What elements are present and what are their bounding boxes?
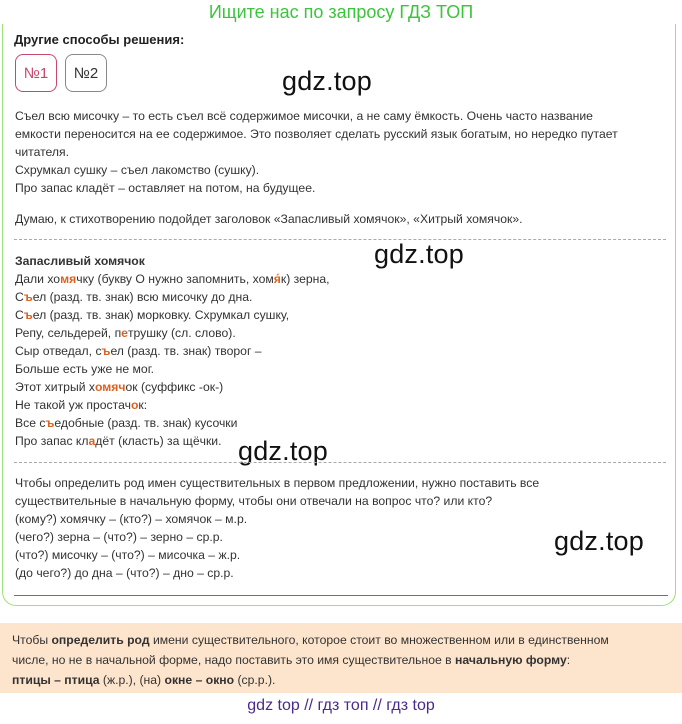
text-line: Съел всю мисочку – то есть съел всё содержимое мисочки, а не саму ёмкость. Очень часто название bbox=[15, 109, 593, 123]
text-line: Схрумкал сушку – съел лакомство (сушку). bbox=[15, 163, 260, 177]
section-separator bbox=[14, 595, 668, 596]
note-line: числе, но не в начальной форме, надо поставить это имя существительное в начальную форму: bbox=[12, 653, 571, 667]
text-line: читателя. bbox=[15, 145, 70, 159]
dashed-divider bbox=[14, 239, 666, 240]
poem-line: Сыр отведал, съел (разд. тв. знак) творог – bbox=[15, 344, 262, 358]
poem-line: Все съедобные (разд. тв. знак) кусочки bbox=[15, 416, 238, 430]
gender-explanation bbox=[15, 474, 539, 582]
dashed-divider bbox=[14, 462, 666, 463]
title-suggestion bbox=[15, 210, 523, 228]
tab-solution-2[interactable]: №2 bbox=[65, 54, 107, 92]
text-line: существительные в начальную форму, чтобы они отвечали на вопрос что? или кто? bbox=[15, 494, 493, 508]
note-line: птицы – птица (ж.р.), (на) окне – окно (ср.р.). bbox=[12, 673, 276, 687]
poem-line: Дали хомячку (букву О нужно запомнить, хомя́к) зерна, bbox=[15, 272, 330, 286]
poem-block bbox=[15, 252, 330, 450]
text-line: емкости переносится на ее содержимое. Это позволяет сделать русский язык богатым, но нередко путает bbox=[15, 127, 618, 141]
poem-line: Съел (разд. тв. знак) всю мисочку до дна. bbox=[15, 290, 253, 304]
poem-line: Съел (разд. тв. знак) морковку. Схрумкал сушку, bbox=[15, 308, 290, 322]
text-line: Чтобы определить род имен существительных в первом предложении, нужно поставить все bbox=[15, 476, 540, 490]
explanation-paragraph bbox=[15, 107, 618, 197]
tab-solution-1[interactable]: №1 bbox=[15, 54, 57, 92]
text-line: Думаю, к стихотворению подойдет заголовок «Запасливый хомячок», «Хитрый хомячок». bbox=[15, 212, 523, 226]
watermark: gdz.top bbox=[282, 66, 372, 96]
poem-line: Этот хитрый хомячок (суффикс -ок-) bbox=[15, 380, 224, 394]
text-line: (до чего?) до дна – (что?) – дно – ср.р. bbox=[15, 566, 234, 580]
footer-links[interactable]: gdz top // гдз топ // гдз top bbox=[247, 697, 435, 714]
poem-line: Про запас кладёт (класть) за щёчки. bbox=[15, 434, 222, 448]
watermark: gdz.top bbox=[238, 436, 328, 466]
search-banner: Ищите нас по запросу ГДЗ ТОП bbox=[208, 2, 474, 22]
text-line: (кому?) хомячку – (кто?) – хомячок – м.р. bbox=[15, 512, 248, 526]
text-line: (что?) мисочку – (что?) – мисочка – ж.р. bbox=[15, 548, 241, 562]
poem-line: Больше есть уже не мог. bbox=[15, 362, 155, 376]
text-line: Про запас кладёт – оставляет на потом, на будущее. bbox=[15, 181, 316, 195]
poem-line: Репу, сельдерей, петрушку (сл. слово). bbox=[15, 326, 236, 340]
poem-title: Запасливый хомячок bbox=[15, 254, 145, 268]
watermark: gdz.top bbox=[374, 239, 464, 269]
text-line: (чего?) зерна – (что?) – зерно – ср.р. bbox=[15, 530, 223, 544]
rule-note bbox=[0, 623, 682, 693]
poem-line: Не такой уж простачок: bbox=[15, 398, 148, 412]
note-line: Чтобы определить род имени существительного, которое стоит во множественном или в единственном bbox=[12, 633, 609, 647]
watermark: gdz.top bbox=[554, 526, 644, 556]
other-solutions-heading: Другие способы решения: bbox=[14, 32, 185, 47]
